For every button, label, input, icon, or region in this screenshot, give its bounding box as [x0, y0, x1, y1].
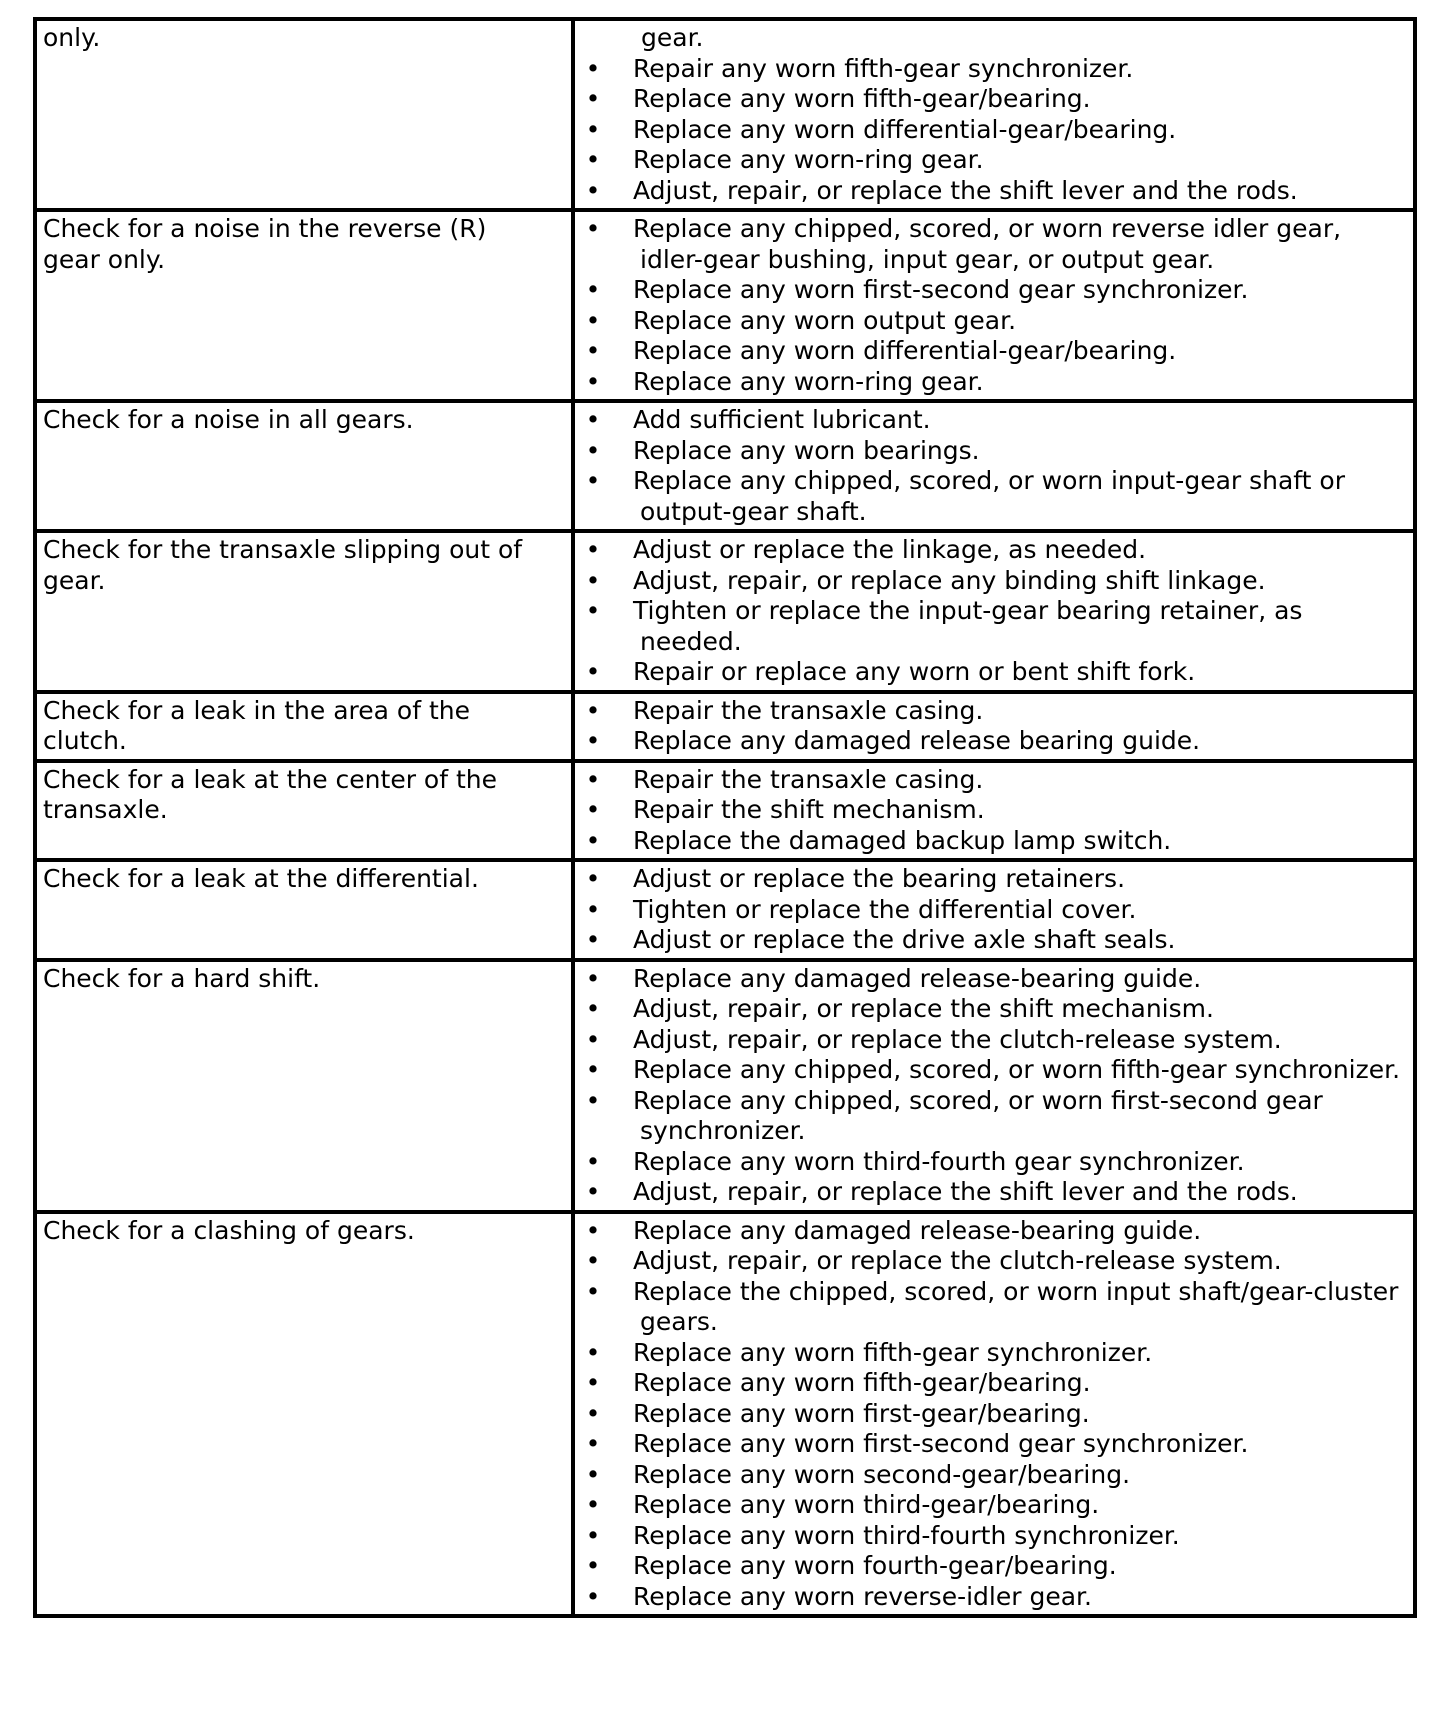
action-text: Adjust, repair, or replace the shift mechanism. — [633, 994, 1214, 1023]
check-text: Check for a leak in the area of the clutch. — [43, 695, 470, 755]
bullet-icon: • — [585, 864, 601, 893]
action-text: Repair the transaxle casing. — [633, 764, 984, 794]
action-item — [575, 1025, 1413, 1056]
action-item — [575, 405, 1413, 436]
bullet-icon: • — [585, 366, 601, 396]
table-row — [35, 960, 1415, 1212]
action-item — [575, 1551, 1413, 1582]
action-item — [575, 895, 1413, 926]
table-row — [35, 1212, 1415, 1617]
action-text: Replace any worn differential-gear/bearing. — [633, 336, 1177, 365]
action-text: Adjust or replace the drive axle shaft seals. — [633, 925, 1176, 954]
check-cell — [35, 1212, 573, 1617]
bullet-icon: • — [585, 275, 601, 304]
action-text: Adjust, repair, or replace any binding shift linkage. — [633, 565, 1266, 595]
action-text: Replace any chipped, scored, or worn fifth-gear synchronizer. — [633, 1055, 1401, 1084]
bullet-icon: • — [585, 1459, 601, 1489]
action-list — [575, 864, 1413, 956]
bullet-icon: • — [585, 1055, 601, 1084]
action-list — [575, 23, 1413, 206]
action-item — [575, 306, 1413, 337]
table-row — [35, 19, 1415, 210]
table-row — [35, 761, 1415, 861]
action-item — [575, 1177, 1413, 1208]
bullet-icon: • — [585, 1520, 601, 1550]
bullet-icon: • — [585, 1215, 601, 1245]
bullet-icon: • — [585, 925, 601, 954]
action-text: Replace any worn fourth-gear/bearing. — [633, 1551, 1117, 1580]
action-text: Replace any damaged release bearing guide. — [633, 726, 1201, 755]
action-text: Replace any worn differential-gear/bearing. — [633, 114, 1177, 144]
bullet-icon: • — [585, 466, 601, 495]
action-item — [575, 176, 1413, 207]
bullet-icon: • — [585, 764, 601, 794]
action-text: Adjust, repair, or replace the shift lever and the rods. — [633, 175, 1298, 205]
action-item — [575, 1216, 1413, 1247]
action-cell — [573, 1212, 1415, 1617]
action-item — [575, 1460, 1413, 1491]
action-text: Replace any chipped, scored, or worn reverse idler gear, idler-gear bushing, input gear, or output gear. — [633, 214, 1342, 274]
check-cell — [35, 860, 573, 960]
action-cell — [573, 210, 1415, 401]
action-item — [575, 84, 1413, 115]
action-text: Adjust or replace the linkage, as needed. — [633, 535, 1147, 564]
action-text: Replace the chipped, scored, or worn input shaft/gear-cluster gears. — [633, 1276, 1399, 1336]
action-cell — [573, 960, 1415, 1212]
action-item — [575, 1521, 1413, 1552]
action-text: Replace any worn output gear. — [633, 305, 1017, 335]
action-list — [575, 535, 1413, 688]
action-item — [575, 826, 1413, 857]
action-text: Replace the damaged backup lamp switch. — [633, 825, 1172, 855]
bullet-icon: • — [585, 994, 601, 1023]
bullet-icon: • — [585, 114, 601, 144]
check-text: Check for a hard shift. — [43, 963, 321, 993]
action-cell — [573, 761, 1415, 861]
check-cell — [35, 401, 573, 531]
action-text: Replace any damaged release-bearing guide. — [633, 963, 1202, 993]
action-cell — [573, 19, 1415, 210]
table-body — [35, 19, 1415, 1616]
action-item — [575, 726, 1413, 757]
action-item — [575, 1490, 1413, 1521]
action-text: Adjust, repair, or replace the clutch-release system. — [633, 1024, 1282, 1054]
action-item — [575, 1399, 1413, 1430]
action-item — [575, 23, 1413, 54]
bullet-icon: • — [585, 1398, 601, 1428]
action-item — [575, 214, 1413, 275]
action-text: Replace any worn fifth-gear synchronizer. — [633, 1337, 1153, 1367]
bullet-icon: • — [585, 1276, 601, 1306]
check-text: Check for a noise in all gears. — [43, 405, 414, 434]
bullet-icon: • — [585, 1024, 601, 1054]
action-cell — [573, 860, 1415, 960]
bullet-icon: • — [585, 1146, 601, 1176]
bullet-icon: • — [585, 565, 601, 595]
bullet-icon: • — [585, 1581, 601, 1611]
action-text: Repair the transaxle casing. — [633, 695, 984, 725]
bullet-icon: • — [585, 405, 601, 434]
action-item — [575, 367, 1413, 398]
check-cell — [35, 960, 573, 1212]
bullet-icon: • — [585, 1368, 601, 1397]
action-cell — [573, 401, 1415, 531]
bullet-icon: • — [585, 1246, 601, 1275]
action-item — [575, 925, 1413, 956]
action-item — [575, 115, 1413, 146]
bullet-icon: • — [585, 1085, 601, 1115]
bullet-icon: • — [585, 825, 601, 855]
bullet-icon: • — [585, 1551, 601, 1580]
check-text: only. — [43, 23, 101, 52]
action-item — [575, 657, 1413, 688]
bullet-icon: • — [585, 1429, 601, 1458]
action-item — [575, 1338, 1413, 1369]
action-text: Tighten or replace the input-gear bearing retainer, as needed. — [633, 596, 1303, 656]
action-text: Adjust, repair, or replace the shift lever and the rods. — [633, 1177, 1298, 1206]
bullet-icon: • — [585, 1490, 601, 1519]
table-row — [35, 531, 1415, 692]
action-item — [575, 1246, 1413, 1277]
action-item — [575, 1055, 1413, 1086]
action-text: Replace any worn first-second gear synchronizer. — [633, 1429, 1249, 1458]
check-cell — [35, 210, 573, 401]
table-row — [35, 692, 1415, 761]
check-cell — [35, 19, 573, 210]
action-text: Replace any worn second-gear/bearing. — [633, 1459, 1131, 1489]
bullet-icon: • — [585, 1177, 601, 1206]
check-text: Check for a leak at the center of the transaxle. — [43, 764, 498, 824]
bullet-icon: • — [585, 726, 601, 755]
action-item — [575, 994, 1413, 1025]
troubleshooting-table — [33, 17, 1417, 1618]
action-text: Replace any chipped, scored, or worn first-second gear synchronizer. — [633, 1085, 1323, 1145]
action-item — [575, 466, 1413, 527]
action-item — [575, 1582, 1413, 1613]
bullet-icon: • — [585, 1337, 601, 1367]
action-item — [575, 696, 1413, 727]
action-text: Repair any worn fifth-gear synchronizer. — [633, 53, 1134, 83]
action-list — [575, 765, 1413, 857]
action-text: Replace any worn third-gear/bearing. — [633, 1490, 1100, 1519]
action-item — [575, 1277, 1413, 1338]
check-cell — [35, 531, 573, 692]
action-text: Tighten or replace the differential cover. — [633, 894, 1137, 924]
check-text: Check for the transaxle slipping out of gear. — [43, 535, 523, 595]
bullet-icon: • — [585, 894, 601, 924]
action-item — [575, 54, 1413, 85]
bullet-icon: • — [585, 145, 601, 174]
action-text: Add sufficient lubricant. — [633, 405, 931, 434]
table-row — [35, 210, 1415, 401]
action-text: Replace any worn-ring gear. — [633, 145, 984, 174]
action-text: Replace any damaged release-bearing guide. — [633, 1215, 1202, 1245]
action-item — [575, 535, 1413, 566]
check-cell — [35, 761, 573, 861]
action-text: Replace any chipped, scored, or worn input-gear shaft or output-gear shaft. — [633, 466, 1345, 526]
action-item — [575, 765, 1413, 796]
bullet-icon: • — [585, 657, 601, 686]
action-text: Replace any worn fifth-gear/bearing. — [633, 84, 1091, 113]
action-cell — [573, 531, 1415, 692]
action-item — [575, 964, 1413, 995]
action-text: Adjust or replace the bearing retainers. — [633, 864, 1126, 893]
action-item — [575, 795, 1413, 826]
action-item — [575, 1368, 1413, 1399]
action-item — [575, 436, 1413, 467]
action-list — [575, 1216, 1413, 1613]
action-item — [575, 1147, 1413, 1178]
action-text: Replace any worn first-gear/bearing. — [633, 1398, 1090, 1428]
bullet-icon: • — [585, 596, 601, 625]
action-text: Repair or replace any worn or bent shift fork. — [633, 657, 1196, 686]
action-list — [575, 696, 1413, 757]
action-text: Replace any worn third-fourth synchronizer. — [633, 1520, 1180, 1550]
bullet-icon: • — [585, 84, 601, 113]
bullet-icon: • — [585, 963, 601, 993]
action-text: Replace any worn third-fourth gear synchronizer. — [633, 1146, 1245, 1176]
action-text: Replace any worn-ring gear. — [633, 366, 984, 396]
bullet-icon: • — [585, 53, 601, 83]
action-list — [575, 405, 1413, 527]
action-text: Replace any worn reverse-idler gear. — [633, 1581, 1092, 1611]
table-row — [35, 860, 1415, 960]
action-item — [575, 336, 1413, 367]
check-text: Check for a leak at the differential. — [43, 864, 479, 893]
action-text: Repair the shift mechanism. — [633, 795, 985, 824]
bullet-icon: • — [585, 695, 601, 725]
action-text: Adjust, repair, or replace the clutch-release system. — [633, 1246, 1282, 1275]
action-list — [575, 214, 1413, 397]
bullet-icon: • — [585, 435, 601, 465]
action-text: gear. — [641, 23, 704, 52]
bullet-icon: • — [585, 535, 601, 564]
action-item — [575, 145, 1413, 176]
table-row — [35, 401, 1415, 531]
action-cell — [573, 692, 1415, 761]
action-item — [575, 596, 1413, 657]
bullet-icon: • — [585, 336, 601, 365]
bullet-icon: • — [585, 175, 601, 205]
action-text: Replace any worn fifth-gear/bearing. — [633, 1368, 1091, 1397]
action-text: Replace any worn first-second gear synchronizer. — [633, 275, 1249, 304]
action-item — [575, 864, 1413, 895]
check-text: Check for a clashing of gears. — [43, 1215, 415, 1245]
action-text: Replace any worn bearings. — [633, 435, 980, 465]
check-text: Check for a noise in the reverse (R) gear only. — [43, 214, 487, 274]
action-item — [575, 1429, 1413, 1460]
action-item — [575, 1086, 1413, 1147]
bullet-icon: • — [585, 305, 601, 335]
action-item — [575, 566, 1413, 597]
bullet-icon: • — [585, 795, 601, 824]
bullet-icon: • — [585, 214, 601, 243]
action-list — [575, 964, 1413, 1208]
action-item — [575, 275, 1413, 306]
check-cell — [35, 692, 573, 761]
